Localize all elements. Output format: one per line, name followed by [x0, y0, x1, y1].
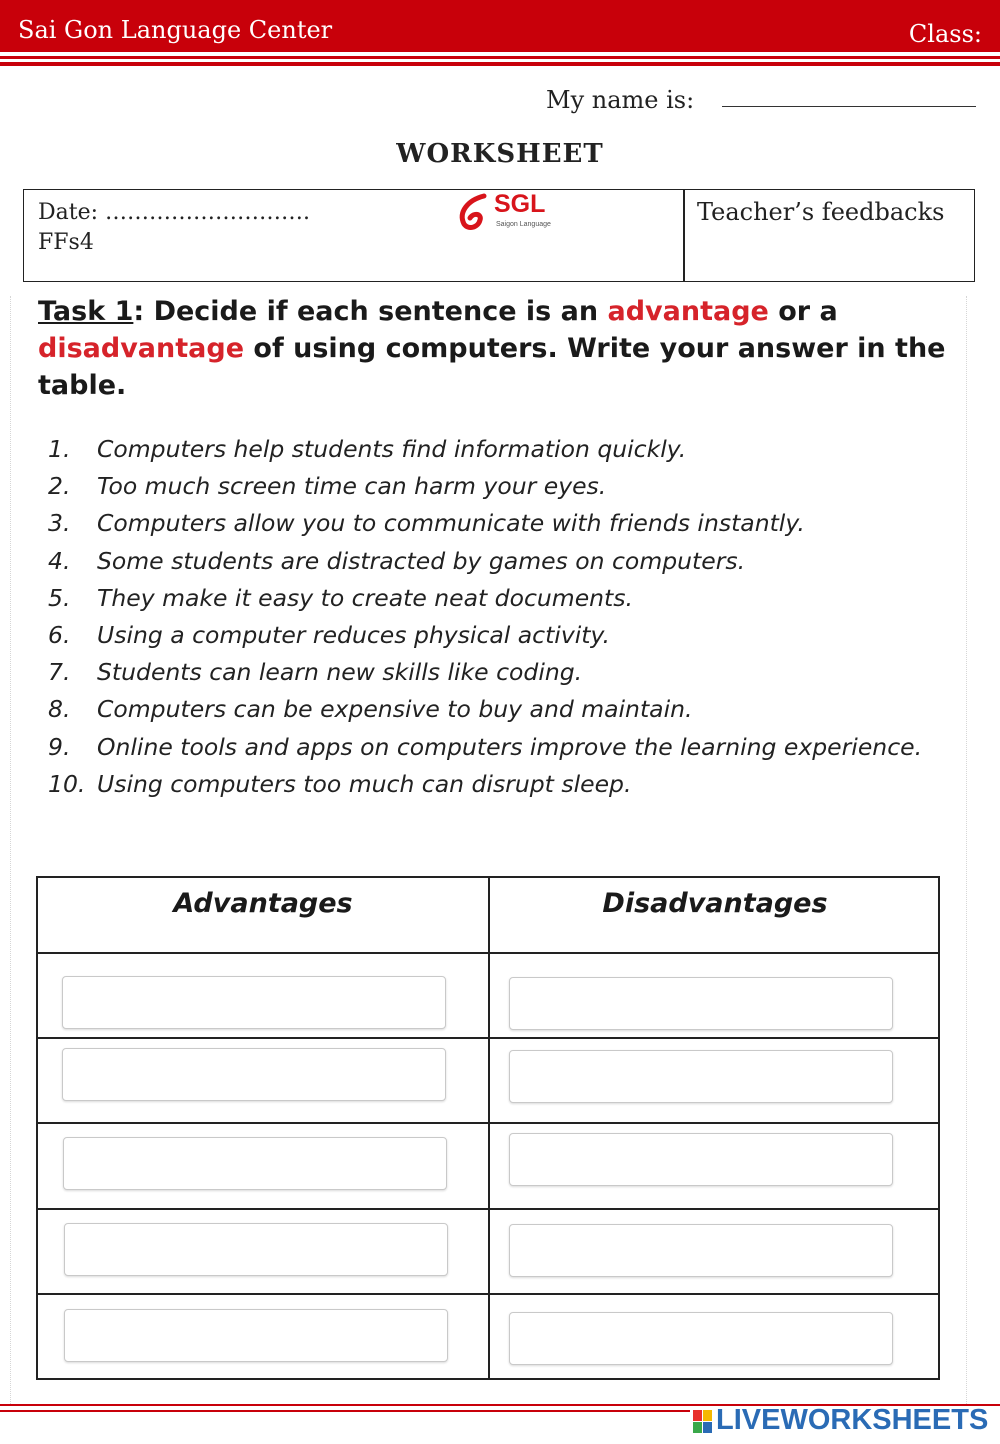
list-item [48, 654, 948, 691]
name-input-line[interactable] [722, 106, 976, 107]
advantage-answer-box[interactable] [64, 1223, 448, 1276]
item-text: Using computers too much can disrupt sleep. [97, 769, 632, 798]
task-text: of using computers. Write your answer in the table. [38, 333, 946, 401]
disadvantage-answer-box[interactable] [509, 1312, 893, 1365]
advantage-answer-box[interactable] [62, 976, 446, 1029]
margin-guide [10, 296, 11, 1406]
sgl-logo [454, 190, 564, 234]
item-number: 3. [48, 509, 71, 538]
item-text: Computers can be expensive to buy and maintain. [97, 695, 693, 724]
row-divider [38, 1037, 938, 1039]
item-number: 1. [48, 435, 71, 463]
disadvantage-answer-box[interactable] [509, 1224, 893, 1277]
row-divider [38, 1293, 938, 1295]
task-text: or a [768, 296, 838, 327]
item-text: Online tools and apps on computers improve the learning experience. [97, 732, 923, 761]
row-divider [38, 952, 938, 954]
list-item [48, 505, 948, 542]
answer-table [36, 876, 940, 1380]
header-divider [0, 56, 1000, 59]
teacher-feedback-label: Teacher’s feedbacks [697, 198, 945, 226]
task-instruction [38, 293, 953, 404]
course-code: FFs4 [38, 230, 94, 255]
row-divider [38, 1122, 938, 1124]
date-label: Date: ………………………. [38, 200, 311, 225]
worksheet-title: WORKSHEET [396, 139, 604, 169]
item-number: 9. [48, 732, 71, 761]
name-label: My name is: [546, 86, 695, 114]
sgl-swirl-icon [454, 190, 494, 234]
footer-divider [0, 1410, 690, 1412]
task-highlight-advantage: advantage [607, 296, 769, 327]
logo-subtitle: Saigon Language [496, 221, 551, 228]
item-text: They make it easy to create neat documents. [97, 583, 633, 612]
item-text: Too much screen time can harm your eyes. [97, 472, 607, 501]
disadvantage-answer-box[interactable] [509, 1050, 893, 1103]
header-divider [0, 62, 1000, 66]
item-number: 4. [48, 546, 71, 575]
info-box [23, 189, 975, 282]
liveworksheets-icon [693, 1410, 713, 1434]
center-name: Sai Gon Language Center [18, 16, 333, 44]
liveworksheets-brand: LIVEWORKSHEETS [716, 1404, 989, 1436]
list-item [48, 431, 948, 468]
task-label: Task 1 [38, 296, 134, 327]
item-number: 6. [48, 621, 71, 650]
header-bar [0, 0, 1000, 52]
list-item [48, 729, 948, 766]
item-number: 2. [48, 472, 71, 501]
info-divider [683, 190, 685, 281]
class-label: Class: [908, 20, 982, 48]
item-number: 8. [48, 695, 71, 724]
item-text: Computers help students find information quickly. [97, 435, 687, 463]
list-item [48, 691, 948, 728]
task-text: : Decide if each sentence is an [133, 296, 608, 327]
logo-name: SGL [494, 190, 546, 218]
row-divider [38, 1208, 938, 1210]
list-item [48, 580, 948, 617]
item-text: Some students are distracted by games on computers. [97, 546, 746, 575]
advantage-answer-box[interactable] [63, 1137, 447, 1190]
list-item [48, 543, 948, 580]
sentence-list [48, 431, 948, 803]
list-item [48, 468, 948, 505]
disadvantages-header: Disadvantages [602, 888, 828, 919]
list-item [48, 617, 948, 654]
item-number: 10. [48, 769, 86, 798]
task-highlight-disadvantage: disadvantage [38, 333, 245, 364]
disadvantage-answer-box[interactable] [509, 1133, 893, 1186]
item-text: Using a computer reduces physical activity. [97, 621, 611, 650]
list-item [48, 766, 948, 803]
advantages-header: Advantages [173, 888, 353, 919]
item-text: Students can learn new skills like coding. [97, 658, 583, 687]
margin-guide [966, 296, 967, 1406]
advantage-answer-box[interactable] [64, 1309, 448, 1362]
item-number: 7. [48, 658, 71, 687]
item-number: 5. [48, 583, 71, 612]
item-text: Computers allow you to communicate with friends instantly. [97, 509, 805, 538]
advantage-answer-box[interactable] [62, 1048, 446, 1101]
disadvantage-answer-box[interactable] [509, 977, 893, 1030]
